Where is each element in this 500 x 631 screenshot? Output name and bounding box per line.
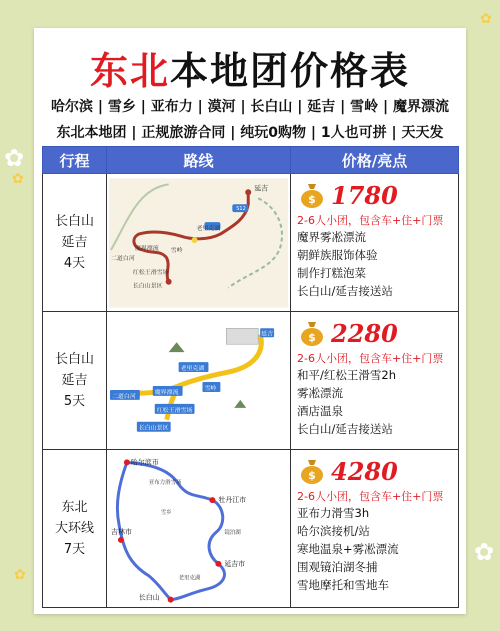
flower-icon: ✿ (480, 11, 492, 27)
route-map-cell (107, 450, 291, 608)
route-map (109, 316, 288, 446)
route-map (109, 178, 288, 308)
highlight-item: 酒店温泉 (297, 404, 343, 418)
highlight-item: 长白山/延吉接送站 (297, 422, 393, 436)
map-label: 魔界漂流 (154, 388, 179, 396)
trip-line: 长白山 (54, 352, 94, 367)
map-label: 延吉 (254, 183, 269, 192)
table-row (43, 450, 459, 608)
map-label: 延吉市 (224, 559, 246, 568)
table-row (43, 312, 459, 450)
price-cell (291, 450, 459, 608)
trip-line: 5天 (63, 394, 86, 409)
trip-cell (43, 450, 107, 608)
group-info: 2-6人小团，包含车+住+门票 (297, 490, 444, 503)
route-map-cell (107, 312, 291, 450)
trip-cell (43, 174, 107, 312)
map-label: 雪岭 (170, 246, 183, 254)
svg-text:$: $ (308, 193, 316, 206)
map-label: 魔界漂流 (134, 244, 159, 252)
map-label: 亚布力滑雪场 (148, 479, 182, 486)
highlight-item: 长白山/延吉接送站 (297, 284, 393, 298)
map-label: 镜泊湖 (224, 529, 241, 536)
header-trip: 行程 (43, 147, 107, 174)
map-label: 老里克湖 (180, 364, 205, 372)
price-cell (291, 312, 459, 450)
subtitle-features: 东北本地团 | 正规旅游合同 | 纯玩0购物 | 1人也可拼 | 天天发 (56, 125, 444, 141)
flower-icon: ✿ (14, 567, 26, 583)
highlight-item: 雪地摩托和雪地车 (297, 578, 389, 592)
money-bag-icon (297, 457, 327, 485)
highlight-item: 哈尔滨接机/站 (297, 524, 370, 538)
trip-line: 大环线 (54, 521, 94, 536)
group-info: 2-6人小团，包含车+住+门票 (297, 214, 444, 227)
title-black: 本地团价格表 (170, 49, 411, 93)
map-label: 哈尔滨市 (130, 457, 159, 466)
map-label: 二道白河 (111, 392, 136, 400)
price-card (34, 28, 466, 614)
highlight-item: 雾凇漂流 (297, 386, 343, 400)
map-label: S12 (236, 205, 246, 212)
trip-line: 长白山 (54, 214, 94, 229)
highlight-item: 围观镜泊湖冬捕 (297, 560, 378, 574)
flower-icon: ✿ (474, 538, 495, 566)
map-label: 老里克湖 (178, 575, 201, 582)
highlight-item: 和平/红松王滑雪2h (297, 368, 396, 382)
svg-text:$: $ (308, 469, 316, 482)
route-map (109, 454, 288, 604)
map-label: 老里克湖 (196, 224, 221, 232)
table-row (43, 174, 459, 312)
flower-icon: ✿ (4, 144, 25, 172)
title-red: 东北 (89, 49, 170, 93)
map-label: 长白山景区 (138, 424, 169, 432)
svg-text:$: $ (308, 331, 316, 344)
highlight-item: 朝鲜族服饰体验 (297, 248, 378, 262)
money-bag-icon (297, 319, 327, 347)
money-bag-icon (297, 181, 327, 209)
subtitle-destinations: 哈尔滨 | 雪乡 | 亚布力 | 漠河 | 长白山 | 延吉 | 雪岭 | 魔界漂流 (50, 99, 450, 115)
header-price: 价格/亮点 (291, 147, 459, 174)
price-value: 4280 (331, 456, 398, 486)
trip-line: 东北 (61, 500, 88, 515)
flower-icon: ✿ (12, 171, 24, 187)
price-cell (291, 174, 459, 312)
trip-cell (43, 312, 107, 450)
highlight-item: 亚布力滑雪3h (297, 506, 370, 520)
highlight-item: 制作打糕泡菜 (297, 266, 366, 280)
map-label: 长白山景区 (132, 282, 163, 290)
page-title (34, 40, 466, 95)
map-label: 牡丹江市 (218, 495, 247, 504)
map-label: 二道白河 (110, 254, 135, 262)
route-map-cell (107, 174, 291, 312)
map-label: 红松王滑雪场 (132, 268, 169, 276)
table-header-row (43, 147, 459, 174)
price-value: 1780 (331, 180, 398, 210)
trip-line: 4天 (63, 256, 86, 271)
trip-line: 7天 (63, 542, 86, 557)
map-label: 吉林市 (110, 527, 132, 536)
trip-line: 延吉 (61, 235, 88, 250)
trip-line: 延吉 (61, 373, 88, 388)
map-label: 雪乡 (160, 509, 172, 516)
map-label: 延吉 (261, 329, 274, 337)
price-value: 2280 (331, 318, 398, 348)
price-table (42, 146, 459, 608)
map-label: 红松王滑雪场 (156, 406, 193, 414)
highlight-item: 寒地温泉+雾凇漂流 (297, 542, 399, 556)
map-label: 长白山 (138, 593, 160, 602)
map-label: 雪岭 (204, 384, 217, 392)
highlight-item: 魔界雾凇漂流 (297, 230, 366, 244)
group-info: 2-6人小团，包含车+住+门票 (297, 352, 444, 365)
header-route: 路线 (107, 147, 291, 174)
